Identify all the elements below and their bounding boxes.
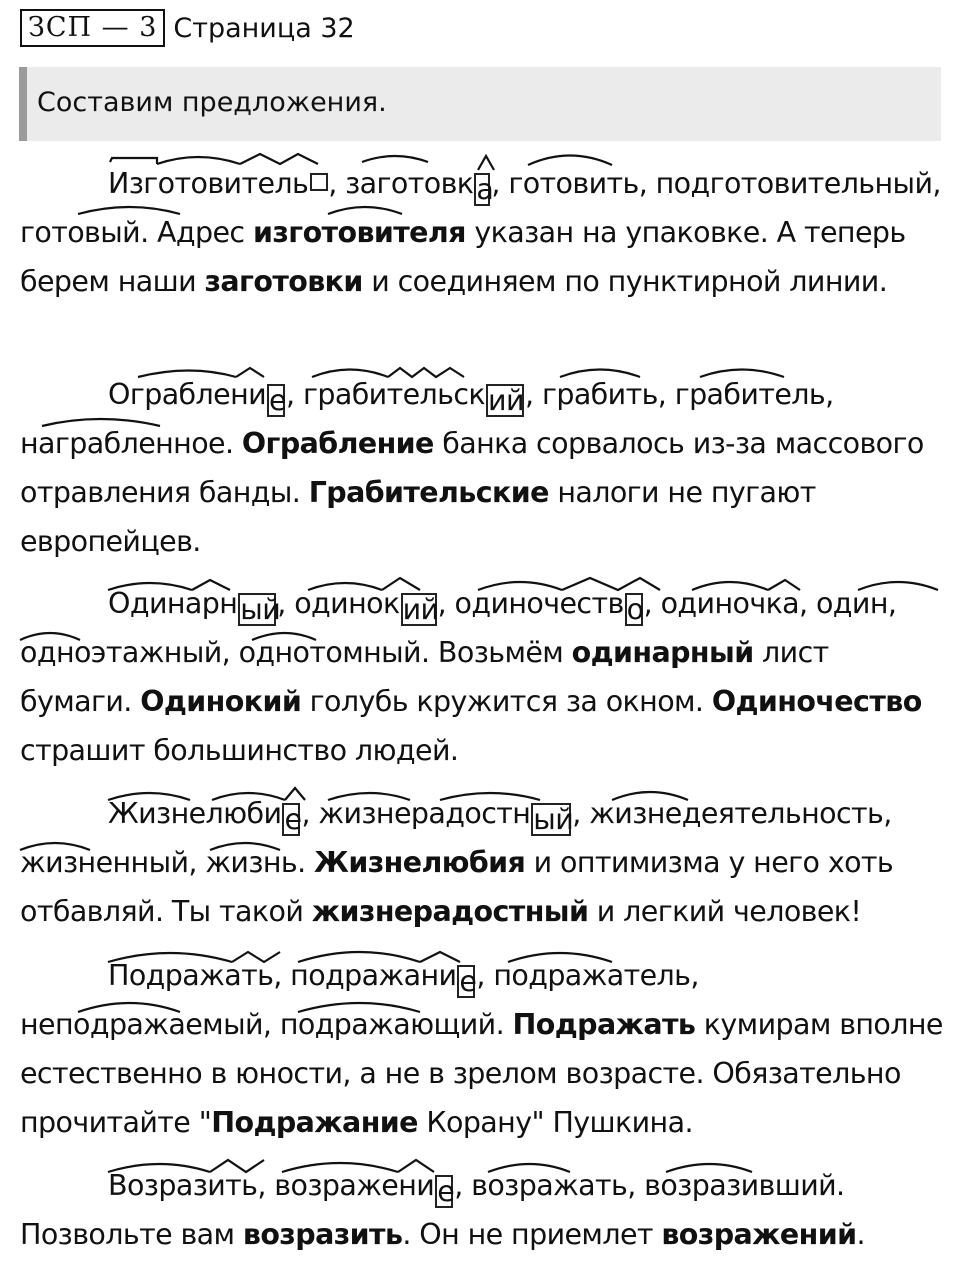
bold-word: Подражание	[211, 1106, 418, 1139]
word: , грабительск	[286, 378, 486, 411]
word: Возразить, возражени	[108, 1169, 435, 1202]
bold-word: возразить	[242, 1218, 403, 1251]
paragraph-5	[20, 951, 945, 1147]
paragraph-6	[20, 1161, 945, 1259]
ending-box: ый	[240, 593, 281, 626]
paragraph-2	[20, 370, 945, 566]
ending-box: о	[626, 593, 644, 626]
text: , возражать, возразивший. Позвольте вам	[20, 1169, 845, 1251]
ending-box: е	[284, 803, 302, 836]
word: Подражать, подражани	[108, 959, 457, 992]
zero-ending-box	[310, 173, 328, 191]
word: , заготовк	[328, 167, 474, 200]
word: Ограблени	[108, 378, 267, 411]
word: , одиночеств	[437, 587, 624, 620]
text: , жизнедеятельность, жизненный, жизнь.	[20, 797, 892, 879]
ending-box: е	[437, 1175, 455, 1208]
ending-box: ий	[402, 593, 439, 626]
bold-word: Ограбление	[241, 427, 434, 460]
word: Изготовитель	[108, 167, 309, 200]
task-banner	[19, 67, 941, 141]
bold-word: Одиночество	[711, 685, 922, 718]
bold-word: изготовителя	[252, 216, 466, 249]
word: Жизнелюби	[108, 797, 282, 830]
bold-word: возражений	[661, 1218, 857, 1251]
text: , одиночка, один, одноэтажный, однотомный. Возьмём	[20, 587, 897, 669]
text: страшит большинство людей.	[20, 734, 459, 767]
text: . Он не приемлет	[402, 1218, 662, 1251]
bold-word: заготовки	[204, 265, 363, 298]
task-title: Составим предложения.	[37, 87, 387, 118]
ending-box: ий	[488, 384, 524, 417]
text: и легкий человек!	[588, 895, 862, 928]
bold-word: Одинокий	[140, 685, 302, 718]
text: налоги не пугают европейцев.	[20, 476, 816, 558]
text: , готовить, подготовительный, готовый. Адрес	[20, 167, 941, 249]
text: , грабить, грабитель, награбленное.	[20, 378, 834, 460]
word: Одинарн	[108, 587, 238, 620]
page-header	[20, 8, 355, 48]
paragraph-1	[20, 159, 945, 306]
text: Корану" Пушкина.	[417, 1106, 693, 1139]
text: кумирам вполне естественно в юности, а не в зрелом возрасте. Обязательно прочитайте "	[20, 1008, 943, 1139]
text: .	[856, 1218, 865, 1251]
word: , одинок	[277, 587, 400, 620]
word: , жизнерадостн	[301, 797, 531, 830]
ending-box: е	[269, 384, 286, 417]
ending-box: ый	[533, 803, 574, 836]
text: и соединяем по пунктирной линии.	[362, 265, 888, 298]
bold-word: Жизнелюбия	[314, 846, 526, 879]
text: указан на упаковке. А теперь берем наши	[20, 216, 906, 298]
bold-word: Грабительские	[308, 476, 549, 509]
textbook-badge: ЗСП — 3	[20, 9, 165, 47]
paragraph-4	[20, 789, 945, 936]
ending-box: е	[459, 965, 477, 998]
text: голубь кружится за окном.	[301, 685, 712, 718]
text: лист бумаги.	[20, 636, 829, 718]
paragraph-3	[20, 579, 945, 775]
text: банка сорвалось из-за массового отравления банды.	[20, 427, 924, 509]
text: и оптимизма у него хоть отбавляй. Ты такой	[20, 846, 894, 928]
bold-word: Подражать	[512, 1008, 696, 1041]
ending-box: а	[476, 173, 494, 206]
text: , подражатель, неподражаемый, подражающий.	[20, 959, 699, 1041]
bold-word: одинарный	[571, 636, 754, 669]
bold-word: жизнерадостный	[311, 895, 589, 928]
page-number: Страница 32	[173, 12, 355, 44]
